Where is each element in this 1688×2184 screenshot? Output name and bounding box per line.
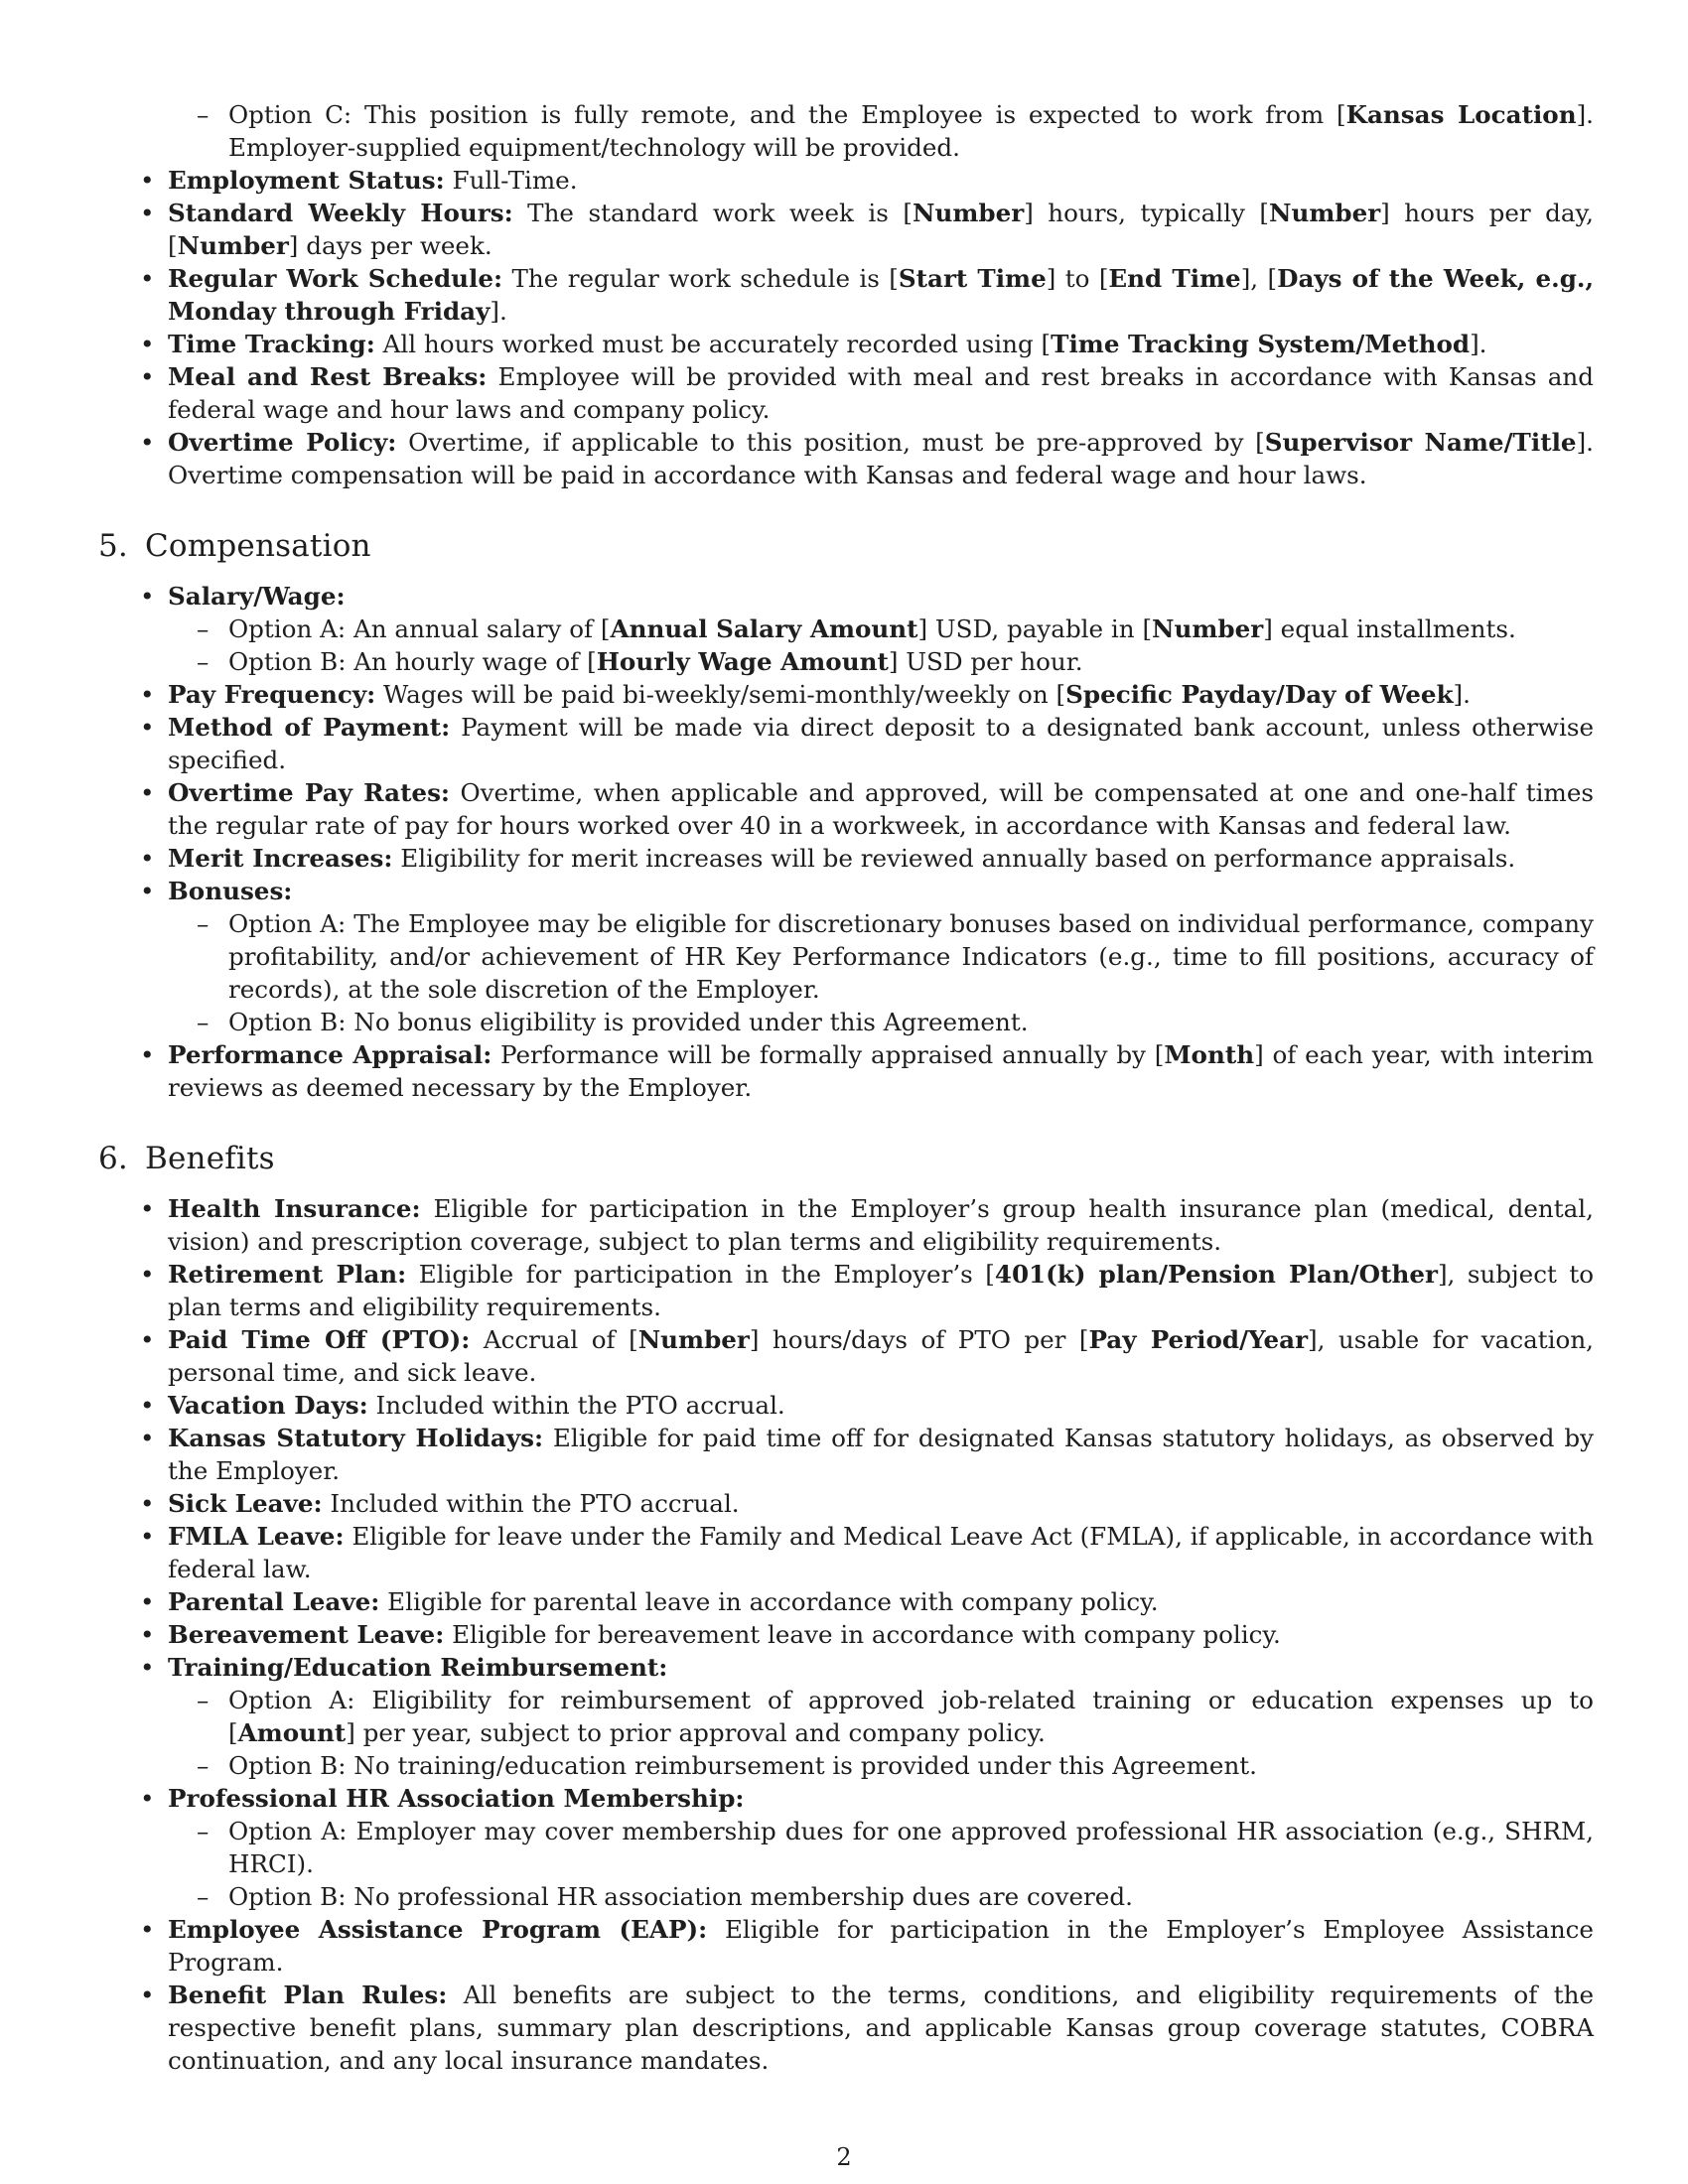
training-reimbursement-item: • Training/Education Reimbursement: (167, 1651, 1594, 1684)
meal-breaks-item: • Meal and Rest Breaks: Employee will be provided with meal and rest breaks in accordance with Kansas and federal wage and hour laws and company policy. (167, 360, 1594, 426)
statutory-holidays-item: • Kansas Statutory Holidays: Eligible for paid time off for designated Kansas statutory holidays, as observed by the Employer. (167, 1422, 1594, 1487)
training-option-a: – Option A: Eligibility for reimbursement of approved job-related training or education expenses up to [Amount] per year, subject to prior approval and company policy. (228, 1684, 1594, 1749)
merit-increases-item: • Merit Increases: Eligibility for merit increases will be reviewed annually based on performance appraisals. (167, 842, 1594, 875)
benefit-plan-rules-item: • Benefit Plan Rules: All benefits are subject to the terms, conditions, and eligibility requirements of the respective benefit plans, summary plan descriptions, and applicable Kansas group coverage statutes, COBRA continuation, and any local insurance mandates. (167, 1979, 1594, 2077)
fmla-leave-item: • FMLA Leave: Eligible for leave under the Family and Medical Leave Act (FMLA), if applicable, in accordance with federal law. (167, 1520, 1594, 1585)
time-tracking-item: • Time Tracking: All hours worked must be accurately recorded using [Time Tracking System/Method]. (167, 328, 1594, 360)
pto-item: • Paid Time Off (PTO): Accrual of [Number] hours/days of PTO per [Pay Period/Year], usable for vacation, personal time, and sick leave. (167, 1323, 1594, 1389)
weekly-hours-item: • Standard Weekly Hours: The standard work week is [Number] hours, typically [Number] hours per day, [Number] days per week. (167, 197, 1594, 262)
compensation-heading: 5. Compensation (98, 528, 371, 564)
hr-membership-option-b: – Option B: No professional HR association membership dues are covered. (228, 1880, 1594, 1913)
employment-status-item: • Employment Status: Full-Time. (167, 164, 1594, 197)
page-number: 2 (836, 2143, 852, 2171)
salary-wage-item: • Salary/Wage: (167, 580, 1594, 613)
hr-membership-option-a: – Option A: Employer may cover membership dues for one approved professional HR association (e.g., SHRM, HRCI). (228, 1815, 1594, 1880)
bonuses-option-a: – Option A: The Employee may be eligible for discretionary bonuses based on individual performance, company profitability, and/or achievement of HR Key Performance Indicators (e.g., time to fill positions, accuracy of records), at the sole discretion of the Employer. (228, 907, 1594, 1006)
training-option-b: – Option B: No training/education reimbursement is provided under this Agreement. (228, 1749, 1594, 1782)
bonuses-item: • Bonuses: (167, 875, 1594, 907)
work-location-option-c: – Option C: This position is fully remote, and the Employee is expected to work from [Kansas Location]. Employer-supplied equipment/technology will be provided. (228, 98, 1594, 164)
hr-membership-item: • Professional HR Association Membership: (167, 1782, 1594, 1815)
vacation-days-item: • Vacation Days: Included within the PTO accrual. (167, 1389, 1594, 1422)
work-schedule-item: • Regular Work Schedule: The regular work schedule is [Start Time] to [End Time], [Days of the Week, e.g., Monday through Friday]. (167, 262, 1594, 328)
salary-option-b: – Option B: An hourly wage of [Hourly Wage Amount] USD per hour. (228, 645, 1594, 678)
parental-leave-item: • Parental Leave: Eligible for parental leave in accordance with company policy. (167, 1585, 1594, 1618)
page-content (98, 98, 1595, 2077)
salary-option-a: – Option A: An annual salary of [Annual Salary Amount] USD, payable in [Number] equal installments. (228, 613, 1594, 645)
benefits-heading: 6. Benefits (98, 1141, 275, 1176)
bonuses-option-b: – Option B: No bonus eligibility is provided under this Agreement. (228, 1006, 1594, 1038)
eap-item: • Employee Assistance Program (EAP): Eligible for participation in the Employer’s Employee Assistance Program. (167, 1913, 1594, 1979)
payment-method-item: • Method of Payment: Payment will be made via direct deposit to a designated bank account, unless otherwise specified. (167, 711, 1594, 776)
pay-frequency-item: • Pay Frequency: Wages will be paid bi-weekly/semi-monthly/weekly on [Specific Payday/Day of Week]. (167, 678, 1594, 711)
overtime-policy-item: • Overtime Policy: Overtime, if applicable to this position, must be pre-approved by [Supervisor Name/Title]. Overtime compensation will be paid in accordance with Kansas and federal wage and hour laws. (167, 426, 1594, 491)
overtime-rates-item: • Overtime Pay Rates: Overtime, when applicable and approved, will be compensated at one and one-half times the regular rate of pay for hours worked over 40 in a workweek, in accordance with Kansas and federal law. (167, 776, 1594, 842)
bereavement-leave-item: • Bereavement Leave: Eligible for bereavement leave in accordance with company policy. (167, 1618, 1594, 1651)
performance-appraisal-item: • Performance Appraisal: Performance will be formally appraised annually by [Month] of each year, with interim reviews as deemed necessary by the Employer. (167, 1038, 1594, 1104)
health-insurance-item: • Health Insurance: Eligible for participation in the Employer’s group health insurance plan (medical, dental, vision) and prescription coverage, subject to plan terms and eligibility requirements. (167, 1192, 1594, 1258)
retirement-plan-item: • Retirement Plan: Eligible for participation in the Employer’s [401(k) plan/Pension Plan/Other], subject to plan terms and eligibility requirements. (167, 1258, 1594, 1323)
sick-leave-item: • Sick Leave: Included within the PTO accrual. (167, 1487, 1594, 1520)
